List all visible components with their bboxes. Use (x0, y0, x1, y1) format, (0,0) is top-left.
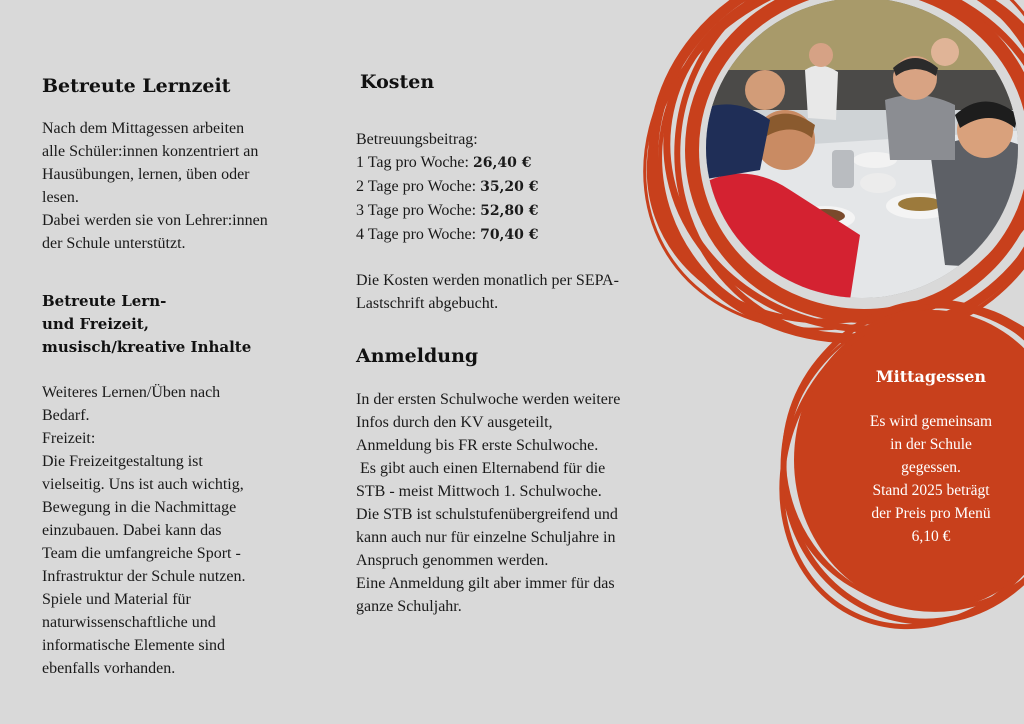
text-line: Eine Anmeldung gilt aber immer für das (356, 575, 615, 592)
text-line: Die STB ist schulstufenübergreifend und (356, 506, 618, 523)
price-label: 3 Tage pro Woche: (356, 202, 477, 219)
text-line: Die Freizeitgestaltung ist (42, 453, 203, 470)
text-line: informatische Elemente sind (42, 637, 226, 654)
text-line: Anspruch genommen werden. (356, 552, 549, 569)
kosten-heading: Kosten (360, 71, 435, 93)
price-value: 35,20 € (480, 179, 539, 195)
heading-line: Betreute Lern- (42, 292, 167, 310)
text-line: ebenfalls vorhanden. (42, 660, 176, 677)
anmeldung-text (356, 388, 620, 618)
price-row (356, 199, 539, 223)
text-line: Infos durch den KV ausgeteilt, (356, 414, 553, 431)
text-line: Bedarf. (42, 407, 90, 424)
price-row (356, 175, 539, 199)
heading-line: musisch/kreative Inhalte (42, 338, 252, 356)
mittagessen-text (855, 410, 1007, 548)
sepa-text (356, 269, 619, 315)
decorative-circles (600, 0, 1024, 724)
text-line: Freizeit: (42, 430, 96, 447)
mittagessen-heading: Mittagessen (875, 367, 987, 386)
freizeit-text (42, 381, 245, 680)
text-line: In der ersten Schulwoche werden weitere (356, 391, 621, 408)
text-line: Weiteres Lernen/Üben nach (42, 384, 221, 401)
price-value: 70,40 € (480, 227, 539, 243)
price-label: 1 Tag pro Woche: (356, 154, 469, 171)
text-line: 6,10 € (911, 528, 951, 545)
text-line: gegessen. (901, 459, 961, 476)
text-line: Es wird gemeinsam (869, 413, 993, 430)
text-line: Hausübungen, lernen, üben oder (42, 166, 250, 183)
text-line: Die Kosten werden monatlich per SEPA- (356, 272, 619, 289)
text-line: Team die umfangreiche Sport - (42, 545, 241, 562)
text-line: Anmeldung bis FR erste Schulwoche. (356, 437, 599, 454)
text-line: Nach dem Mittagessen arbeiten (42, 120, 245, 137)
text-line: vielseitig. Uns ist auch wichtig, (42, 476, 244, 493)
price-label: 2 Tage pro Woche: (356, 178, 477, 195)
text-line: Bewegung in die Nachmittage (42, 499, 237, 516)
price-value: 26,40 € (472, 155, 532, 171)
text-line: lesen. (42, 189, 79, 206)
text-line: ganze Schuljahr. (356, 598, 462, 615)
text-line: Es gibt auch einen Elternabend für die (356, 460, 606, 477)
anmeldung-heading: Anmeldung (356, 345, 479, 367)
text-line: STB - meist Mittwoch 1. Schulwoche. (356, 483, 602, 500)
text-line: Spiele und Material für (42, 591, 191, 608)
lernzeit-heading: Betreute Lernzeit (42, 75, 231, 97)
text-line: der Schule unterstützt. (42, 235, 186, 252)
text-line: einzubauen. Dabei kann das (42, 522, 222, 539)
lunch-photo (700, 0, 1024, 300)
freizeit-heading (42, 290, 251, 359)
text-line: kann auch nur für einzelne Schuljahre in (356, 529, 616, 546)
text-line: Stand 2025 beträgt (872, 482, 990, 499)
text-line: naturwissenschaftliche und (42, 614, 216, 631)
price-row (356, 151, 539, 175)
text-line: Infrastruktur der Schule nutzen. (42, 568, 246, 585)
kosten-text (356, 128, 539, 247)
text-line: Dabei werden sie von Lehrer:innen (42, 212, 268, 229)
text-line: in der Schule (890, 436, 972, 453)
beitrag-label: Betreuungsbeitrag: (356, 131, 478, 148)
text-line: der Preis pro Menü (871, 505, 991, 522)
text-line: Lastschrift abgebucht. (356, 295, 499, 312)
text-line: alle Schüler:innen konzentriert an (42, 143, 259, 160)
heading-line: und Freizeit, (42, 315, 149, 333)
price-value: 52,80 € (480, 203, 539, 219)
price-row (356, 223, 539, 247)
price-label: 4 Tage pro Woche: (356, 226, 477, 243)
lernzeit-text (42, 117, 268, 255)
